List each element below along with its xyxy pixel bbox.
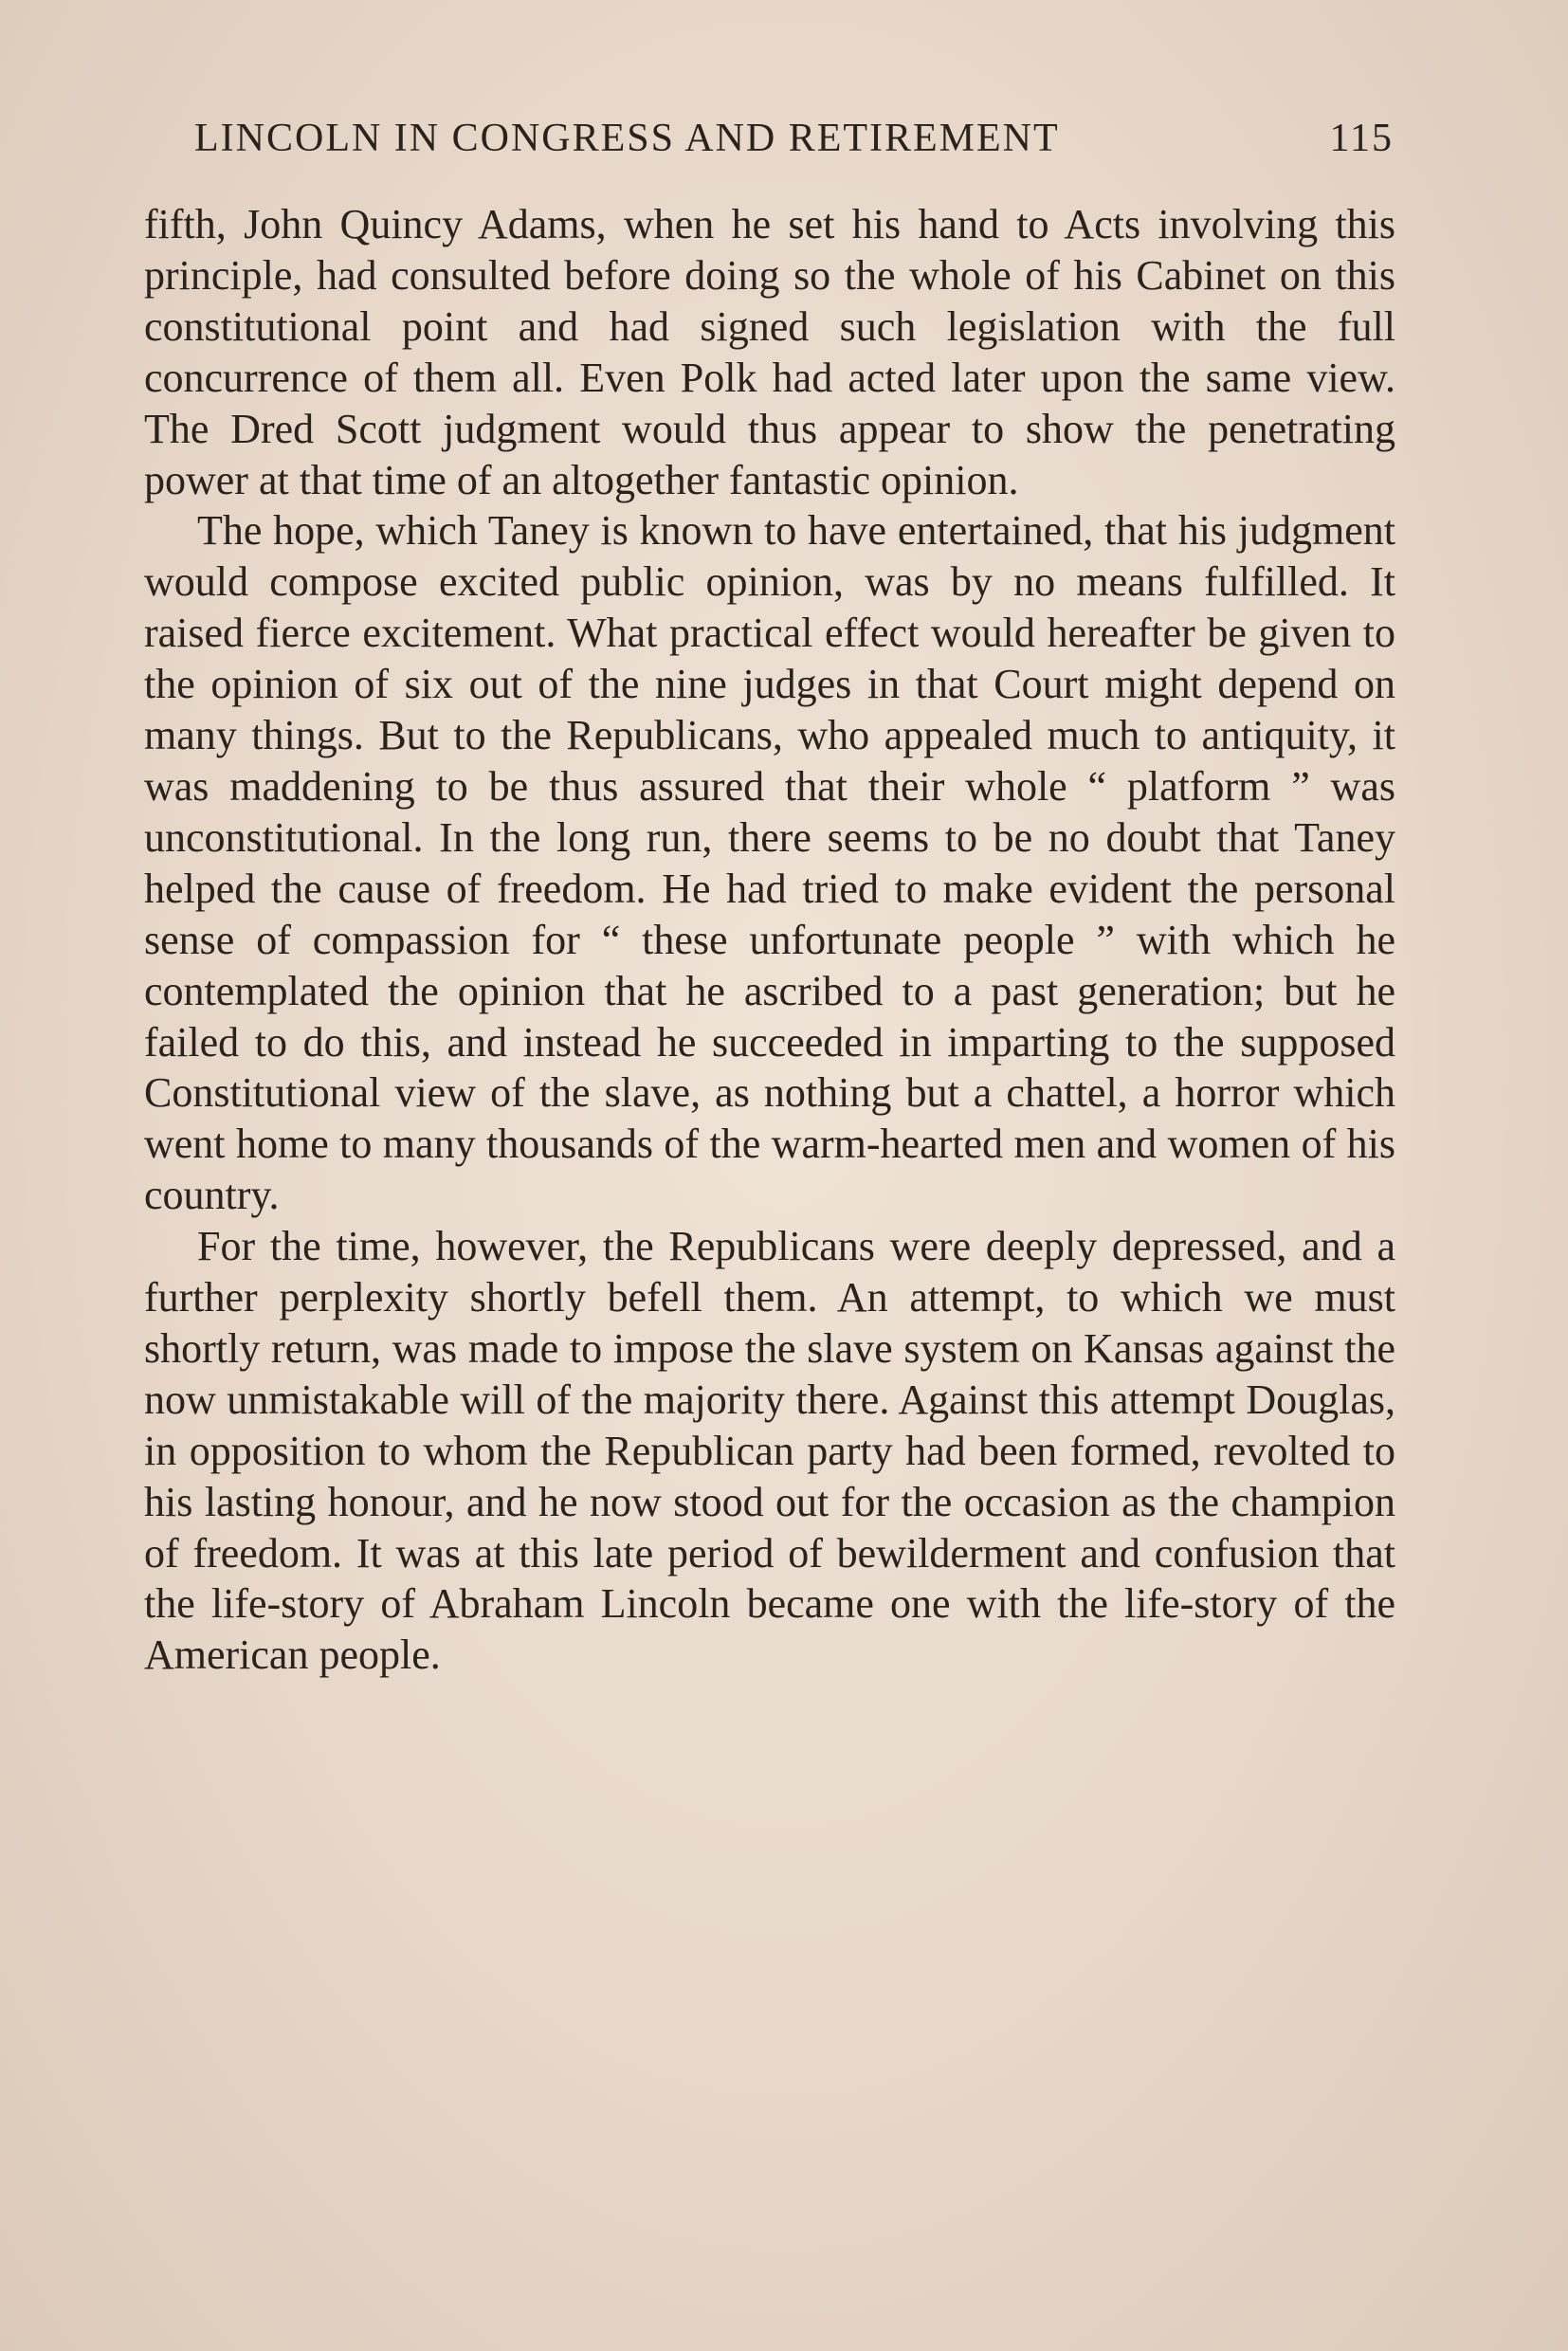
page-number: 115: [1329, 117, 1394, 160]
paragraph-3: For the time, however, the Republicans were deeply depressed, and a further perplexity shortly befell them. An attempt, to which we must shortly return, was made to impose the slave system on Kansas against the now unmistakable will of the majority there. Against this attempt Douglas, in opposition to whom the Republican party had been formed, revolted to his lasting honour, and he now stood out for the occasion as the champion of freedom. It was at this late period of bewilderment and confusion that the life-story of Abraham Lincoln became one with the life-story of the American people.: [144, 1223, 1395, 1679]
paragraph-1: fifth, John Quincy Adams, when he set his hand to Acts involving this principle, had consulted before doing so the whole of his Cabinet on this constitutional point and had signed such legislation with the full concurrence of them all. Even Polk had acted later upon the same view. The Dred Scott judgment would thus appear to show the penetrating power at that time of an altogether fantastic opinion.: [144, 201, 1395, 503]
body-text: [144, 199, 1395, 1681]
running-head: LINCOLN IN CONGRESS AND RETIREMENT: [194, 117, 1060, 160]
paragraph-2: The hope, which Taney is known to have entertained, that his judgment would compose excited public opinion, was by no means fulfilled. It raised fierce excitement. What practical effect would hereafter be given to the opinion of six out of the nine judges in that Court might depend on many things. But to the Republicans, who appealed much to antiquity, it was maddening to be thus assured that their whole “ platform ” was unconstitutional. In the long run, there seems to be no doubt that Taney helped the cause of freedom. He had tried to make evident the personal sense of compassion for “ these unfortunate people ” with which he contemplated the opinion that he ascribed to a past generation; but he failed to do this, and instead he succeeded in imparting to the supposed Constitutional view of the slave, as nothing but a chattel, a horror which went home to many thousands of the warm-hearted men and women of his country.: [144, 507, 1395, 1219]
page-header: [194, 116, 1394, 173]
